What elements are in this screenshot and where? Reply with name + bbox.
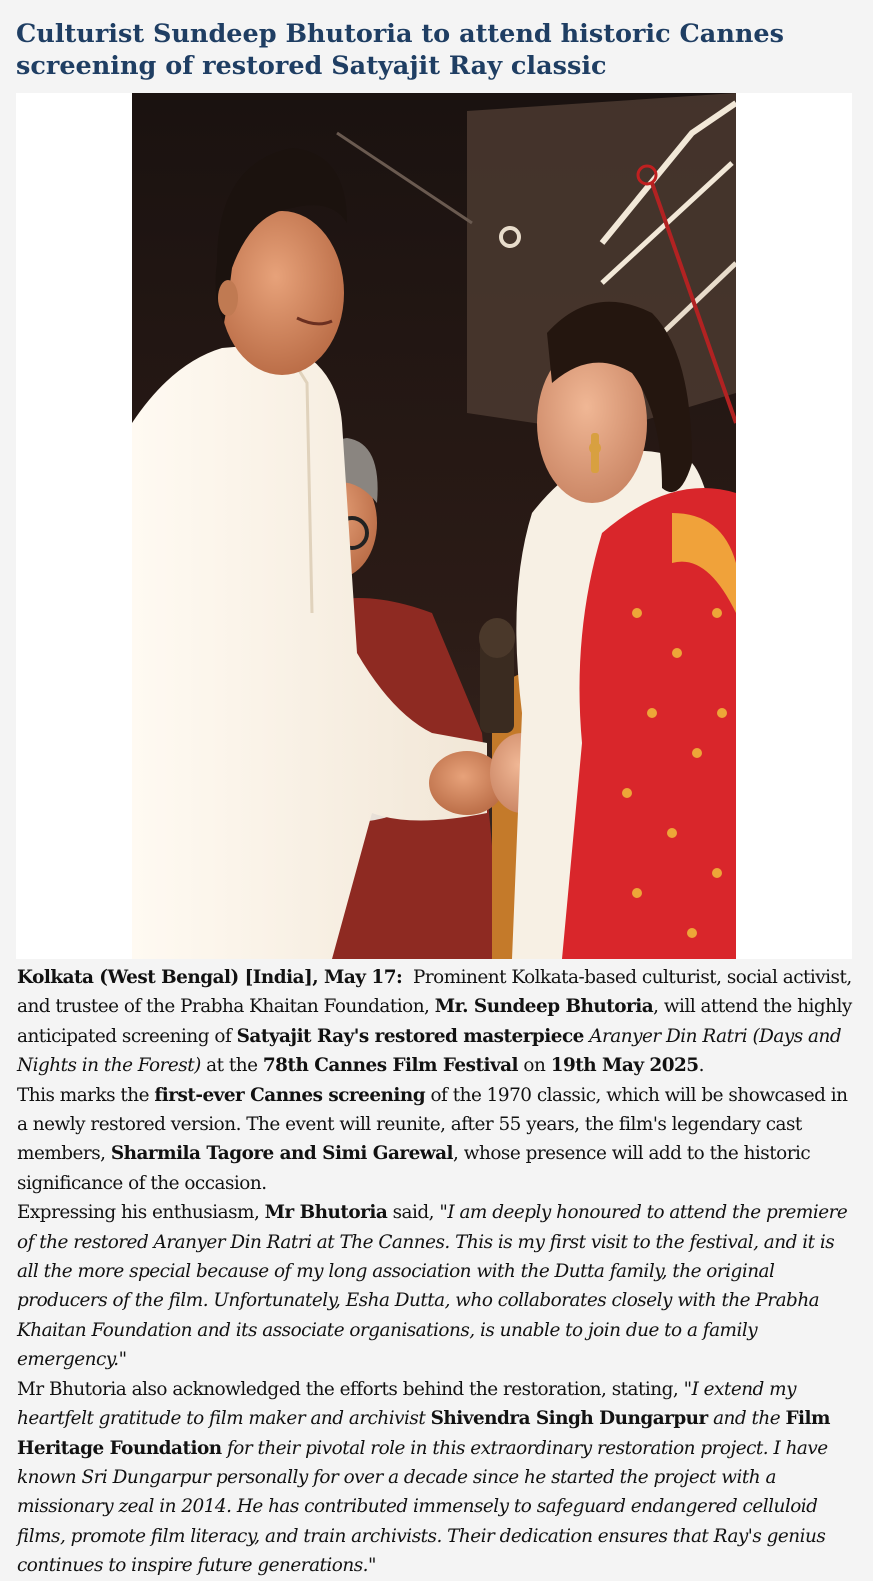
text: , whose presence will add to the historic significance of the occasion. bbox=[17, 1143, 811, 1194]
text: Mr Bhutoria also acknowledged the efforts behind the restoration, stating, bbox=[17, 1378, 679, 1400]
text: . bbox=[698, 1055, 704, 1077]
film-title: Aranyer Din Ratri (Days and Nights in the Forest) bbox=[17, 1025, 842, 1077]
text: , will attend the highly anticipated screening of bbox=[17, 996, 852, 1047]
person-name: Mr Bhutoria bbox=[264, 1202, 388, 1224]
text: said, bbox=[392, 1202, 435, 1224]
news-photo bbox=[132, 93, 736, 959]
text: at the bbox=[206, 1055, 258, 1077]
highlight: Satyajit Ray's restored masterpiece bbox=[236, 1025, 584, 1047]
organisation-name: Film Heritage Foundation bbox=[17, 1408, 830, 1459]
quote: "I extend my heartfelt gratitude to film maker and archivist bbox=[17, 1378, 796, 1430]
quote: and the bbox=[713, 1408, 781, 1430]
person-name: Shivendra Singh Dungarpur bbox=[430, 1408, 708, 1430]
photo-frame bbox=[16, 93, 852, 959]
text: Expressing his enthusiasm, bbox=[17, 1202, 260, 1224]
text: Prominent Kolkata-based culturist, social activist, and trustee of the Prabha Khaitan Foundation, bbox=[17, 967, 852, 1018]
highlight: first-ever Cannes screening bbox=[154, 1084, 426, 1106]
text: on bbox=[523, 1055, 546, 1077]
cast-names: Sharmila Tagore and Simi Garewal bbox=[110, 1143, 454, 1165]
festival-name: 78th Cannes Film Festival bbox=[262, 1055, 519, 1077]
paragraph-4 bbox=[17, 1375, 859, 1581]
quote: for their pivotal role in this extraordinary restoration project. I have known Sri Dungarpur personally for over a decade since he started the project with a missionary zeal in 2014. He has contributed immensely to safeguard endangered celluloid films, promote film literacy, and train archivists. Their dedication ensures that Ray's genius continues to inspire future generations." bbox=[17, 1437, 828, 1577]
dateline: Kolkata (West Bengal) [India], May 17: bbox=[17, 967, 403, 988]
paragraph-1 bbox=[17, 963, 859, 1081]
paragraph-2 bbox=[17, 1081, 859, 1199]
article-title: Culturist Sundeep Bhutoria to attend historic Cannes screening of restored Satyajit Ray classic bbox=[16, 19, 784, 81]
quote: "I am deeply honoured to attend the premiere of the restored Aranyer Din Ratri at The Cannes. This is my first visit to the festival, and it is all the more special because of my long association with the Dutta family, the original producers of the film. Unfortunately, Esha Dutta, who collaborates closely with the Prabha Khaitan Foundation and its associate organisations, is unable to join due to a family emergency." bbox=[17, 1202, 848, 1371]
paragraph-3 bbox=[17, 1198, 859, 1374]
screening-date: 19th May 2025 bbox=[550, 1055, 699, 1077]
text: of the 1970 classic, which will be showcased in a newly restored version. The event will reunite, after 55 years, the film's legendary cast members, bbox=[17, 1084, 848, 1165]
article-body bbox=[17, 963, 859, 1581]
person-name: Mr. Sundeep Bhutoria bbox=[434, 996, 654, 1018]
text: This marks the bbox=[17, 1084, 150, 1106]
